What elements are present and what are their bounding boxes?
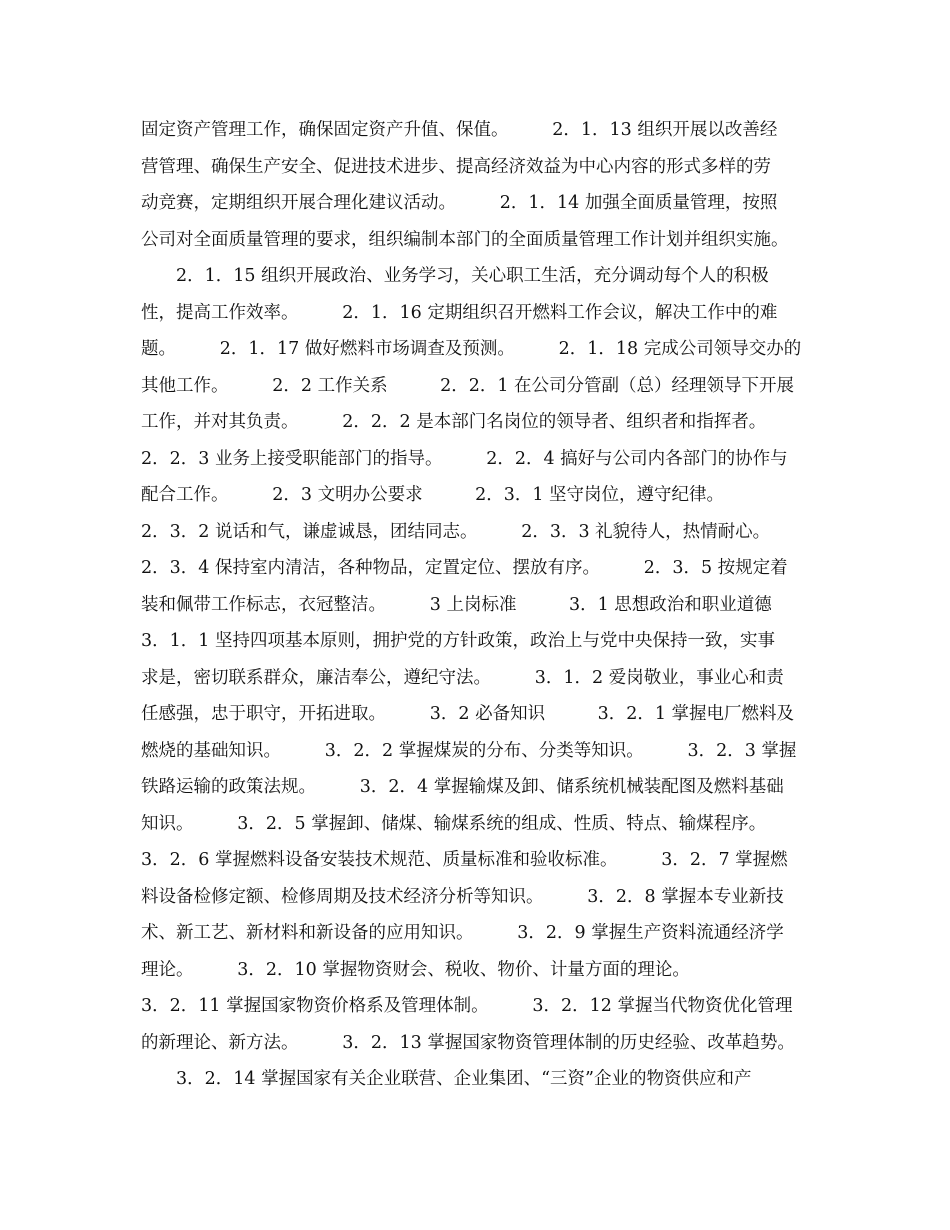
text-line: 燃烧的基础知识。 3．2．2 掌握煤炭的分布、分类等知识。 3．2．3 掌握: [141, 740, 797, 761]
text-line: 2．2．3 业务上接受职能部门的指导。 2．2．4 搞好与公司内各部门的协作与: [141, 448, 788, 469]
text-line: 营管理、确保生产安全、促进技术进步、提高经济效益为中心内容的形式多样的劳: [141, 156, 771, 177]
text-line: 2．1．15 组织开展政治、业务学习，关心职工生活，充分调动每个人的积极: [141, 266, 769, 286]
text-line: 公司对全面质量管理的要求，组织编制本部门的全面质量管理工作计划并组织实施。: [141, 229, 789, 250]
text-line: 3．2．6 掌握燃料设备安装技术规范、质量标准和验收标准。 3．2．7 掌握燃: [141, 850, 788, 870]
text-line: 术、新工艺、新材料和新设备的应用知识。 3．2．9 掌握生产资料流通经济学: [141, 923, 784, 943]
body-text: [141, 112, 831, 1098]
text-line: 性，提高工作效率。 2．1．16 定期组织召开燃料工作会议，解决工作中的难: [141, 302, 778, 323]
text-line: 任感强，忠于职守，开拓进取。 3．2 必备知识 3．2．1 掌握电厂燃料及: [141, 704, 795, 724]
text-line: 动竞赛，定期组织开展合理化建议活动。 2．1．14 加强全面质量管理，按照: [141, 193, 778, 213]
text-line: 2．3．4 保持室内清洁，各种物品，定置定位、摆放有序。 2．3．5 按规定着: [141, 558, 788, 578]
text-line: 配合工作。 2．3 文明办公要求 2．3．1 坚守岗位，遵守纪律。: [141, 485, 725, 505]
text-line: 装和佩带工作标志，衣冠整洁。 3 上岗标准 3．1 思想政治和职业道德: [141, 594, 772, 615]
text-line: 的新理论、新方法。 3．2．13 掌握国家物资管理体制的历史经验、改革趋势。: [141, 1032, 795, 1053]
text-line: 题。 2．1．17 做好燃料市场调查及预测。 2．1．18 完成公司领导交办的: [141, 339, 802, 359]
text-line: 工作，并对其负责。 2．2．2 是本部门名岗位的领导者、组织者和指挥者。: [141, 412, 767, 432]
text-line: 3．2．11 掌握国家物资价格系及管理体制。 3．2．12 掌握当代物资优化管理: [141, 996, 793, 1016]
text-line: 料设备检修定额、检修周期及技术经济分析等知识。 3．2．8 掌握本专业新技: [141, 886, 784, 907]
text-line: 3．2．14 掌握国家有关企业联营、企业集团、“三资”企业的物资供应和产: [141, 1069, 752, 1089]
text-line: 2．3．2 说话和气，谦虚诚恳，团结同志。 2．3．3 礼貌待人，热情耐心。: [141, 521, 771, 542]
text-line: 其他工作。 2．2 工作关系 2．2．1 在公司分管副（总）经理领导下开展: [141, 375, 795, 396]
text-line: 知识。 3．2．5 掌握卸、储煤、输煤系统的组成、性质、特点、输煤程序。: [141, 813, 767, 834]
text-line: 理论。 3．2．10 掌握物资财会、税收、物价、计量方面的理论。: [141, 959, 690, 980]
text-line: 3．1．1 坚持四项基本原则，拥护党的方针政策，政治上与党中央保持一致，实事: [141, 631, 775, 651]
text-line: 求是，密切联系群众，廉洁奉公，遵纪守法。 3．1．2 爱岗敬业，事业心和责: [141, 667, 784, 688]
text-line: 固定资产管理工作，确保固定资产升值、保值。 2．1．13 组织开展以改善经: [141, 120, 778, 140]
text-line: 铁路运输的政策法规。 3．2．4 掌握输煤及卸、储系统机械装配图及燃料基础: [141, 777, 784, 797]
